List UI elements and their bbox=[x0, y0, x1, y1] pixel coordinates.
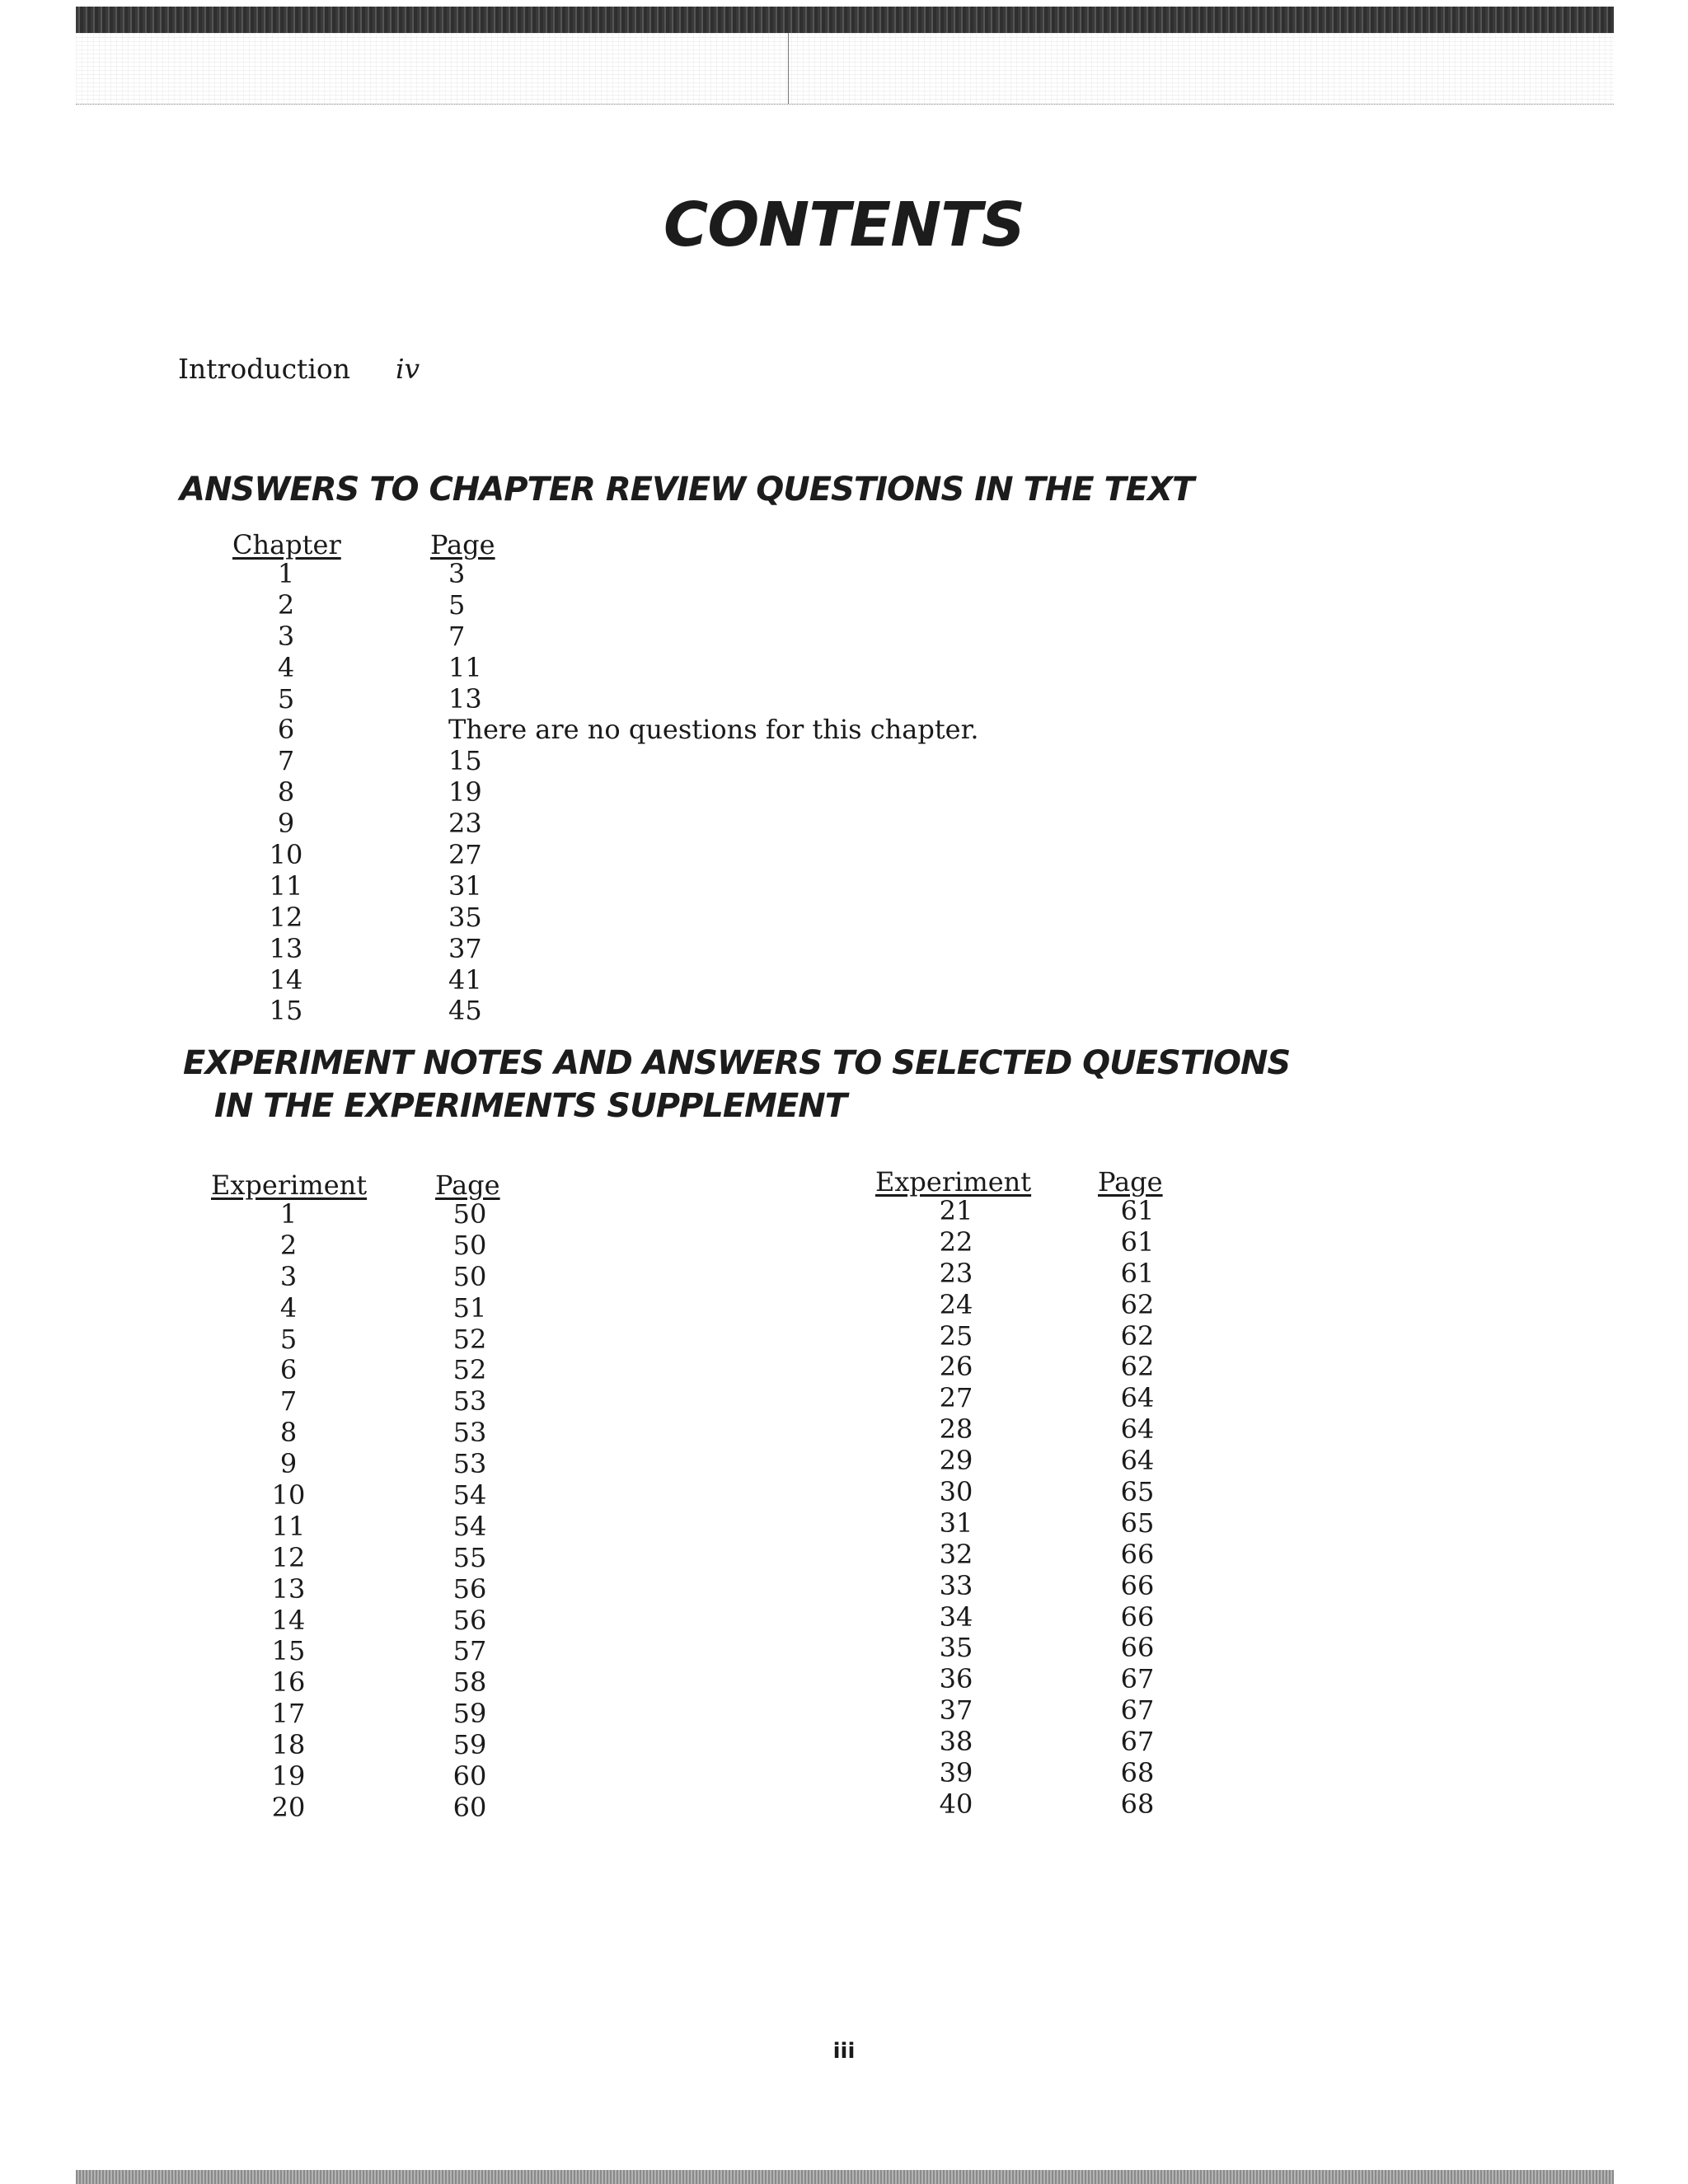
column-header-page-right: Page bbox=[1098, 1166, 1163, 1197]
experiment-number: 18 bbox=[271, 1729, 306, 1761]
chapter-number-column bbox=[232, 559, 340, 1027]
experiment-number: 16 bbox=[271, 1666, 306, 1699]
page-number: iii bbox=[832, 2039, 856, 2064]
experiment-number: 5 bbox=[279, 1323, 298, 1355]
experiment-number: 33 bbox=[939, 1569, 973, 1601]
chapter-page: 15 bbox=[448, 745, 482, 777]
experiment-page: 53 bbox=[452, 1417, 487, 1449]
experiment-number: 14 bbox=[271, 1604, 306, 1636]
experiment-page: 65 bbox=[1120, 1507, 1155, 1539]
chapter-number: 7 bbox=[277, 745, 295, 777]
experiment-page: 66 bbox=[1120, 1632, 1155, 1664]
chapter-number: 10 bbox=[269, 839, 303, 871]
experiment-number: 30 bbox=[939, 1476, 973, 1508]
chapter-page: 41 bbox=[448, 963, 482, 996]
experiment-page: 59 bbox=[452, 1698, 487, 1730]
chapter-page: 31 bbox=[448, 869, 482, 902]
experiment-page: 66 bbox=[1120, 1538, 1155, 1570]
chapter-page: 5 bbox=[448, 588, 466, 621]
experiment-page: 67 bbox=[1120, 1694, 1155, 1727]
experiment-page: 66 bbox=[1120, 1601, 1155, 1633]
chapter-page: 23 bbox=[448, 808, 482, 840]
experiment-page: 64 bbox=[1120, 1382, 1155, 1414]
column-header-chapter: Chapter bbox=[232, 529, 341, 560]
experiment-number: 35 bbox=[939, 1632, 973, 1664]
column-header-experiment-left: Experiment bbox=[211, 1169, 368, 1201]
chapter-number: 13 bbox=[269, 932, 303, 964]
experiment-number: 10 bbox=[271, 1479, 306, 1511]
page-title: CONTENTS bbox=[663, 190, 1025, 260]
experiment-number: 38 bbox=[939, 1726, 973, 1758]
experiment-page: 61 bbox=[1120, 1195, 1155, 1226]
experiment-number: 39 bbox=[939, 1757, 973, 1789]
experiment-page: 56 bbox=[452, 1604, 487, 1636]
scan-top-divider bbox=[788, 33, 789, 104]
experiment-number: 6 bbox=[279, 1354, 298, 1386]
chapter-page: 13 bbox=[448, 682, 482, 715]
experiment-number: 13 bbox=[271, 1572, 306, 1605]
chapter-number: 8 bbox=[277, 776, 295, 808]
experiment-page: 60 bbox=[452, 1760, 487, 1793]
experiment-number: 17 bbox=[271, 1698, 306, 1730]
experiment-page: 50 bbox=[452, 1229, 487, 1261]
experiment-page: 50 bbox=[452, 1260, 487, 1292]
experiment-page: 54 bbox=[452, 1479, 487, 1511]
chapter-page: 45 bbox=[448, 995, 482, 1027]
experiment-page: 53 bbox=[452, 1448, 487, 1480]
chapter-number: 12 bbox=[269, 901, 303, 933]
scan-bottom-border bbox=[76, 2170, 1614, 2184]
experiment-number-column-right bbox=[915, 1196, 997, 1821]
experiment-number: 27 bbox=[939, 1382, 973, 1414]
chapter-number: 9 bbox=[277, 808, 295, 840]
chapter-number: 15 bbox=[269, 995, 303, 1027]
experiment-number: 3 bbox=[279, 1260, 298, 1292]
experiment-page: 52 bbox=[452, 1354, 487, 1386]
experiment-number: 25 bbox=[939, 1319, 973, 1352]
experiment-page: 68 bbox=[1120, 1788, 1155, 1820]
experiment-page: 53 bbox=[452, 1385, 487, 1418]
experiment-number: 22 bbox=[939, 1226, 973, 1258]
chapter-number: 11 bbox=[269, 869, 303, 902]
chapter-number: 4 bbox=[277, 651, 295, 683]
chapter-page: 19 bbox=[448, 776, 482, 808]
chapter-page: 3 bbox=[448, 558, 466, 589]
experiment-number-column-left bbox=[247, 1199, 330, 1824]
experiment-number: 24 bbox=[939, 1288, 973, 1320]
introduction-page: iv bbox=[396, 353, 420, 385]
column-header-page-left: Page bbox=[435, 1169, 500, 1201]
experiment-page: 61 bbox=[1120, 1226, 1155, 1258]
chapter-number: 14 bbox=[269, 963, 303, 996]
experiment-number: 20 bbox=[271, 1791, 306, 1823]
scan-top-noise bbox=[76, 33, 1614, 105]
chapter-number: 1 bbox=[277, 558, 295, 589]
experiment-number: 28 bbox=[939, 1413, 973, 1446]
section-heading-chapter-review: ANSWERS TO CHAPTER REVIEW QUESTIONS IN THE TEXT bbox=[180, 471, 1194, 509]
experiment-page: 55 bbox=[452, 1541, 487, 1573]
experiment-number: 29 bbox=[939, 1445, 973, 1477]
experiment-page: 56 bbox=[452, 1572, 487, 1605]
experiment-page-column-left bbox=[429, 1199, 511, 1824]
experiment-number: 40 bbox=[939, 1788, 973, 1820]
chapter-page: 11 bbox=[448, 651, 482, 683]
experiment-page: 60 bbox=[452, 1791, 487, 1823]
experiment-page: 59 bbox=[452, 1729, 487, 1761]
column-header-experiment-right: Experiment bbox=[875, 1166, 1032, 1197]
experiment-number: 31 bbox=[939, 1507, 973, 1539]
experiment-page: 54 bbox=[452, 1510, 487, 1542]
experiment-page: 62 bbox=[1120, 1351, 1155, 1383]
experiment-number: 36 bbox=[939, 1663, 973, 1695]
chapter-page: 27 bbox=[448, 839, 482, 871]
experiment-page: 68 bbox=[1120, 1757, 1155, 1789]
chapter-number: 2 bbox=[277, 588, 295, 621]
experiment-page: 51 bbox=[452, 1291, 487, 1324]
scan-top-border bbox=[76, 7, 1614, 33]
experiment-number: 23 bbox=[939, 1257, 973, 1289]
experiment-page: 65 bbox=[1120, 1476, 1155, 1508]
experiment-page: 58 bbox=[452, 1666, 487, 1699]
experiment-number: 34 bbox=[939, 1601, 973, 1633]
chapter-number: 6 bbox=[277, 714, 295, 746]
experiment-number: 32 bbox=[939, 1538, 973, 1570]
chapter-page: 37 bbox=[448, 932, 482, 964]
chapter-number: 3 bbox=[277, 620, 295, 652]
experiment-page: 52 bbox=[452, 1323, 487, 1355]
experiment-page: 66 bbox=[1120, 1569, 1155, 1601]
experiment-page: 67 bbox=[1120, 1726, 1155, 1758]
experiment-page: 62 bbox=[1120, 1319, 1155, 1352]
experiment-page: 64 bbox=[1120, 1445, 1155, 1477]
section-heading-experiment-notes: EXPERIMENT NOTES AND ANSWERS TO SELECTED QUESTIONS bbox=[183, 1044, 1291, 1082]
chapter-page: 7 bbox=[448, 620, 466, 652]
experiment-number: 9 bbox=[279, 1448, 298, 1480]
chapter-page-column bbox=[448, 559, 1025, 1027]
chapter-number: 5 bbox=[277, 682, 295, 715]
experiment-number: 12 bbox=[271, 1541, 306, 1573]
experiment-number: 26 bbox=[939, 1351, 973, 1383]
introduction-label: Introduction bbox=[178, 353, 350, 385]
experiment-page: 50 bbox=[452, 1198, 487, 1230]
experiment-page: 62 bbox=[1120, 1288, 1155, 1320]
section-heading-experiment-notes-line2: IN THE EXPERIMENTS SUPPLEMENT bbox=[214, 1087, 847, 1125]
experiment-page: 64 bbox=[1120, 1413, 1155, 1446]
experiment-number: 8 bbox=[279, 1417, 298, 1449]
experiment-number: 1 bbox=[279, 1198, 298, 1230]
chapter-page: There are no questions for this chapter. bbox=[448, 714, 979, 746]
experiment-number: 7 bbox=[279, 1385, 298, 1418]
experiment-page: 61 bbox=[1120, 1257, 1155, 1289]
experiment-number: 21 bbox=[939, 1195, 973, 1226]
column-header-page: Page bbox=[430, 529, 495, 560]
experiment-page-column-right bbox=[1096, 1196, 1179, 1821]
experiment-number: 15 bbox=[271, 1635, 306, 1667]
experiment-number: 11 bbox=[271, 1510, 306, 1542]
experiment-number: 4 bbox=[279, 1291, 298, 1324]
chapter-page: 35 bbox=[448, 901, 482, 933]
experiment-page: 57 bbox=[452, 1635, 487, 1667]
experiment-number: 37 bbox=[939, 1694, 973, 1727]
experiment-page: 67 bbox=[1120, 1663, 1155, 1695]
experiment-number: 2 bbox=[279, 1229, 298, 1261]
experiment-number: 19 bbox=[271, 1760, 306, 1793]
